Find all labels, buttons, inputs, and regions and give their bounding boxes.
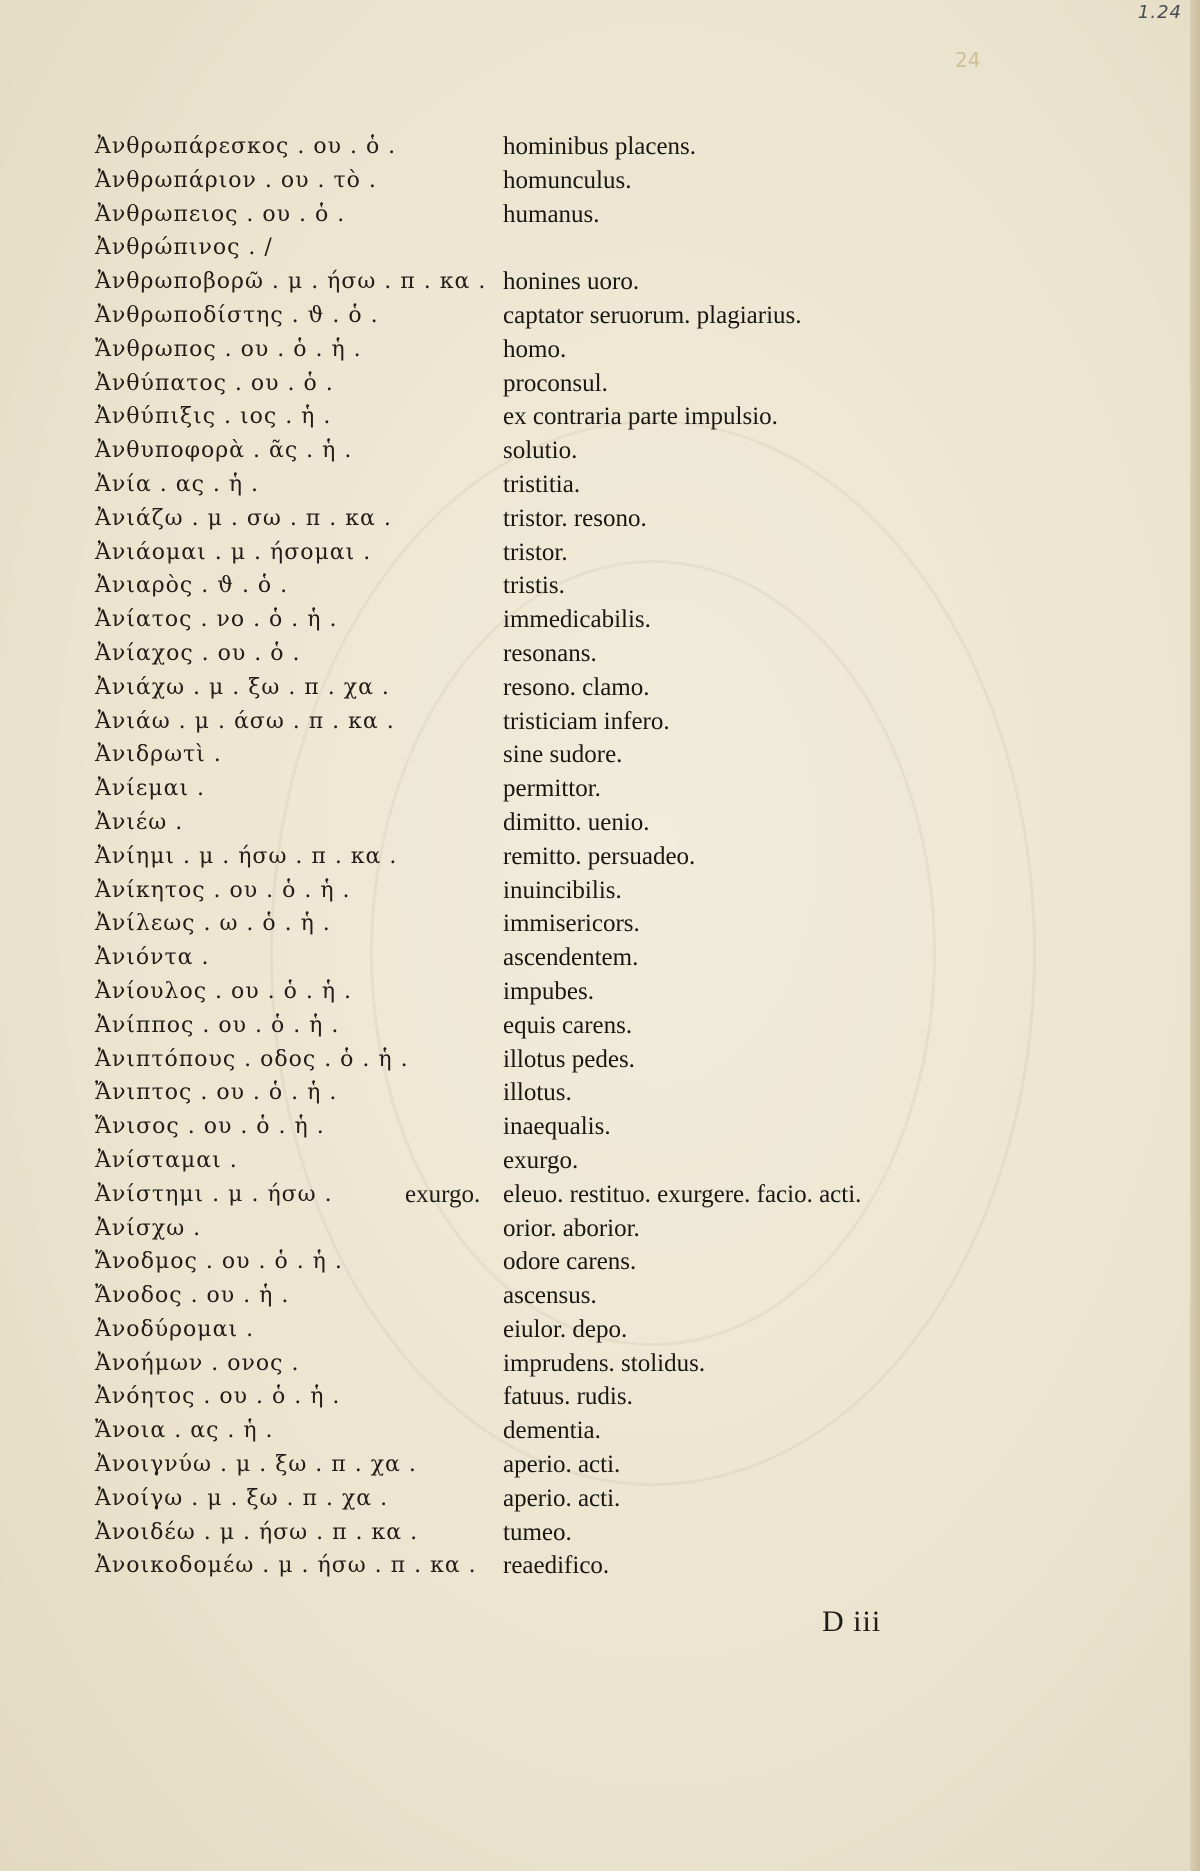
greek-headword: Ἀνίεμαι . — [95, 776, 206, 802]
lexicon-entry — [95, 468, 1105, 502]
latin-gloss: captator seruorum. plagiarius. — [503, 301, 802, 329]
greek-headword: Ἄνοδος . ου . ἡ . — [95, 1283, 290, 1309]
lexicon-entry — [95, 198, 1105, 232]
lexicon-entry — [95, 299, 1105, 333]
greek-headword: Ἀνοήμων . ονος . — [95, 1350, 300, 1376]
lexicon-entry — [95, 637, 1105, 671]
greek-headword: Ἀνίημι . μ . ήσω . π . κα . — [95, 843, 398, 869]
greek-headword: Ἀνίσταμαι . — [95, 1147, 238, 1173]
lexicon-entry — [95, 1009, 1105, 1043]
lexicon-entry — [95, 536, 1105, 570]
lexicon-entry — [95, 434, 1105, 468]
lexicon-entry — [95, 367, 1105, 401]
lexicon-entry — [95, 1144, 1105, 1178]
lexicon-entry — [95, 400, 1105, 434]
greek-headword: Ἀνίσχω . — [95, 1215, 202, 1241]
lexicon-entry — [95, 603, 1105, 637]
lexicon-entry — [95, 1245, 1105, 1279]
latin-gloss: aperio. acti. — [503, 1484, 621, 1512]
latin-gloss: ascendentem. — [503, 944, 639, 972]
lexicon-entry — [95, 806, 1105, 840]
lexicon-entry — [95, 1516, 1105, 1550]
greek-headword: Ἀνοιγνύω . μ . ξω . π . χα . — [95, 1452, 417, 1478]
greek-headword: Ἀνίκητος . ου . ὁ . ἡ . — [95, 877, 351, 903]
lexicon-entry — [95, 738, 1105, 772]
greek-headword: Ἀνιαρὸς . ϑ . ὁ . — [95, 573, 289, 599]
lexicon-entry — [95, 874, 1105, 908]
greek-headword: Ἀνία . ας . ἡ . — [95, 471, 260, 497]
greek-headword: Ἀνοδύρομαι . — [95, 1316, 255, 1342]
latin-gloss: illotus. — [503, 1079, 572, 1107]
lexicon-entry — [95, 1076, 1105, 1110]
latin-gloss: impubes. — [503, 977, 594, 1005]
latin-gloss: remitto. persuadeo. — [503, 842, 696, 870]
greek-headword: Ἀνιάω . μ . άσω . π . κα . — [95, 708, 395, 734]
greek-headword: Ἀνίαχος . ου . ὁ . — [95, 640, 301, 666]
latin-gloss: resono. clamo. — [503, 673, 650, 701]
page-edge — [1190, 0, 1200, 1871]
lexicon-entry — [95, 1549, 1105, 1583]
latin-gloss: ascensus. — [503, 1282, 597, 1310]
latin-gloss: homo. — [503, 335, 567, 363]
lexicon-entry — [95, 1414, 1105, 1448]
latin-gloss: inaequalis. — [503, 1113, 611, 1141]
latin-gloss: immisericors. — [503, 910, 640, 938]
latin-gloss: odore carens. — [503, 1248, 637, 1276]
greek-headword: Ἀνιπτόπους . οδος . ὁ . ἡ . — [95, 1046, 409, 1072]
lexicon-entry — [95, 840, 1105, 874]
latin-gloss: tristor. resono. — [503, 504, 647, 532]
lexicon-entry — [95, 1279, 1105, 1313]
lexicon-entry — [95, 569, 1105, 603]
folio-number: 1.24 — [1137, 2, 1182, 23]
greek-headword: Ἀνθύπιξις . ιος . ἡ . — [95, 404, 332, 430]
lexicon-entry — [95, 130, 1105, 164]
lexicon-entry — [95, 1110, 1105, 1144]
greek-headword: Ἀνθρωπάριον . ου . τὸ . — [95, 167, 377, 193]
greek-headword: Ἀνθρωποβορῶ . μ . ήσω . π . κα . — [95, 269, 487, 295]
latin-gloss: imprudens. stolidus. — [503, 1349, 706, 1377]
latin-gloss: proconsul. — [503, 369, 608, 397]
lexicon-entries — [95, 130, 1105, 1583]
greek-headword: Ἀνοίγω . μ . ξω . π . χα . — [95, 1485, 389, 1511]
pencil-page-number: 24 — [955, 48, 981, 72]
lexicon-entry — [95, 941, 1105, 975]
lexicon-entry — [95, 1178, 1105, 1212]
greek-headword: Ἀνιάομαι . μ . ήσομαι . — [95, 539, 372, 565]
lexicon-entry — [95, 772, 1105, 806]
lexicon-entry — [95, 1313, 1105, 1347]
greek-headword: Ἀνθρωπάρεσκος . ου . ὁ . — [95, 134, 397, 159]
latin-gloss: sine sudore. — [503, 741, 623, 769]
latin-gloss: eleuo. restituo. exurgere. facio. acti. — [503, 1180, 862, 1208]
lexicon-entry — [95, 671, 1105, 705]
lexicon-entry — [95, 265, 1105, 299]
lexicon-entry — [95, 1212, 1105, 1246]
greek-headword: Ἀνιόντα . — [95, 945, 210, 971]
latin-gloss: permittor. — [503, 775, 601, 803]
latin-gloss: equis carens. — [503, 1011, 633, 1039]
greek-headword: Ἀνιδρωτὶ . — [95, 742, 222, 768]
greek-headword: Ἀνίππος . ου . ὁ . ἡ . — [95, 1012, 340, 1038]
latin-gloss: tristis. — [503, 572, 565, 600]
latin-gloss: tristor. — [503, 538, 568, 566]
greek-headword: Ἀνθρωπειος . ου . ὁ . — [95, 201, 346, 227]
latin-gloss: orior. aborior. — [503, 1214, 640, 1242]
signature-mark: D iii — [822, 1605, 882, 1638]
latin-gloss: honines uoro. — [503, 268, 640, 296]
greek-headword: Ἀνίστημι . μ . ήσω . — [95, 1181, 333, 1207]
greek-headword: Ἀνόητος . ου . ὁ . ἡ . — [95, 1384, 341, 1410]
lexicon-entry — [95, 333, 1105, 367]
inline-gloss: exurgo. — [405, 1180, 481, 1208]
greek-headword: Ἀνιάχω . μ . ξω . π . χα . — [95, 674, 390, 700]
lexicon-entry — [95, 231, 1105, 265]
latin-gloss: solutio. — [503, 437, 578, 465]
greek-headword: Ἀνοικοδομέω . μ . ήσω . π . κα . — [95, 1553, 477, 1579]
latin-gloss: dementia. — [503, 1417, 601, 1445]
greek-headword: Ἄνοδμος . ου . ὁ . ἡ . — [95, 1249, 343, 1275]
greek-headword: Ἀνθύπατος . ου . ὁ . — [95, 370, 334, 396]
greek-headword: Ἀνθρωποδίστης . ϑ . ὁ . — [95, 302, 379, 328]
greek-headword: Ἀνθρώπινος . / — [95, 235, 273, 261]
latin-gloss: reaedifico. — [503, 1552, 610, 1580]
latin-gloss: ex contraria parte impulsio. — [503, 403, 778, 431]
latin-gloss: hominibus placens. — [503, 133, 697, 160]
lexicon-entry — [95, 1347, 1105, 1381]
latin-gloss: homunculus. — [503, 166, 632, 194]
lexicon-entry — [95, 1043, 1105, 1077]
lexicon-entry — [95, 502, 1105, 536]
latin-gloss: exurgo. — [503, 1146, 579, 1174]
latin-gloss: tristiciam infero. — [503, 707, 670, 735]
latin-gloss: immedicabilis. — [503, 606, 651, 634]
latin-gloss: resonans. — [503, 639, 597, 667]
greek-headword: Ἄνθρωπος . ου . ὁ . ἡ . — [95, 336, 362, 362]
lexicon-entry — [95, 1380, 1105, 1414]
lexicon-entry — [95, 705, 1105, 739]
latin-gloss: inuincibilis. — [503, 876, 622, 904]
lexicon-entry — [95, 907, 1105, 941]
lexicon-entry — [95, 164, 1105, 198]
greek-headword: Ἀνθυποφορὰ . ᾶς . ἡ . — [95, 438, 353, 464]
greek-headword: Ἄνοια . ας . ἡ . — [95, 1418, 274, 1444]
lexicon-entry — [95, 1482, 1105, 1516]
greek-headword: Ἀνίουλος . ου . ὁ . ἡ . — [95, 978, 352, 1004]
latin-gloss: illotus pedes. — [503, 1045, 635, 1073]
latin-gloss: tristitia. — [503, 470, 581, 498]
greek-headword: Ἄνισος . ου . ὁ . ἡ . — [95, 1114, 325, 1140]
latin-gloss: dimitto. uenio. — [503, 808, 650, 836]
lexicon-entry — [95, 975, 1105, 1009]
latin-gloss: aperio. acti. — [503, 1451, 621, 1479]
latin-gloss: fatuus. rudis. — [503, 1383, 633, 1411]
latin-gloss: eiulor. depo. — [503, 1315, 628, 1343]
latin-gloss: tumeo. — [503, 1518, 572, 1546]
greek-headword: Ἀνιάζω . μ . σω . π . κα . — [95, 505, 392, 531]
greek-headword: Ἀνιέω . — [95, 809, 184, 835]
greek-headword: Ἀνίλεως . ω . ὁ . ἡ . — [95, 911, 331, 937]
greek-headword: Ἀνίατος . νο . ὁ . ἡ . — [95, 607, 338, 633]
latin-gloss: humanus. — [503, 200, 600, 228]
greek-headword: Ἀνοιδέω . μ . ήσω . π . κα . — [95, 1519, 419, 1545]
greek-headword: Ἄνιπτος . ου . ὁ . ἡ . — [95, 1080, 338, 1106]
lexicon-entry — [95, 1448, 1105, 1482]
